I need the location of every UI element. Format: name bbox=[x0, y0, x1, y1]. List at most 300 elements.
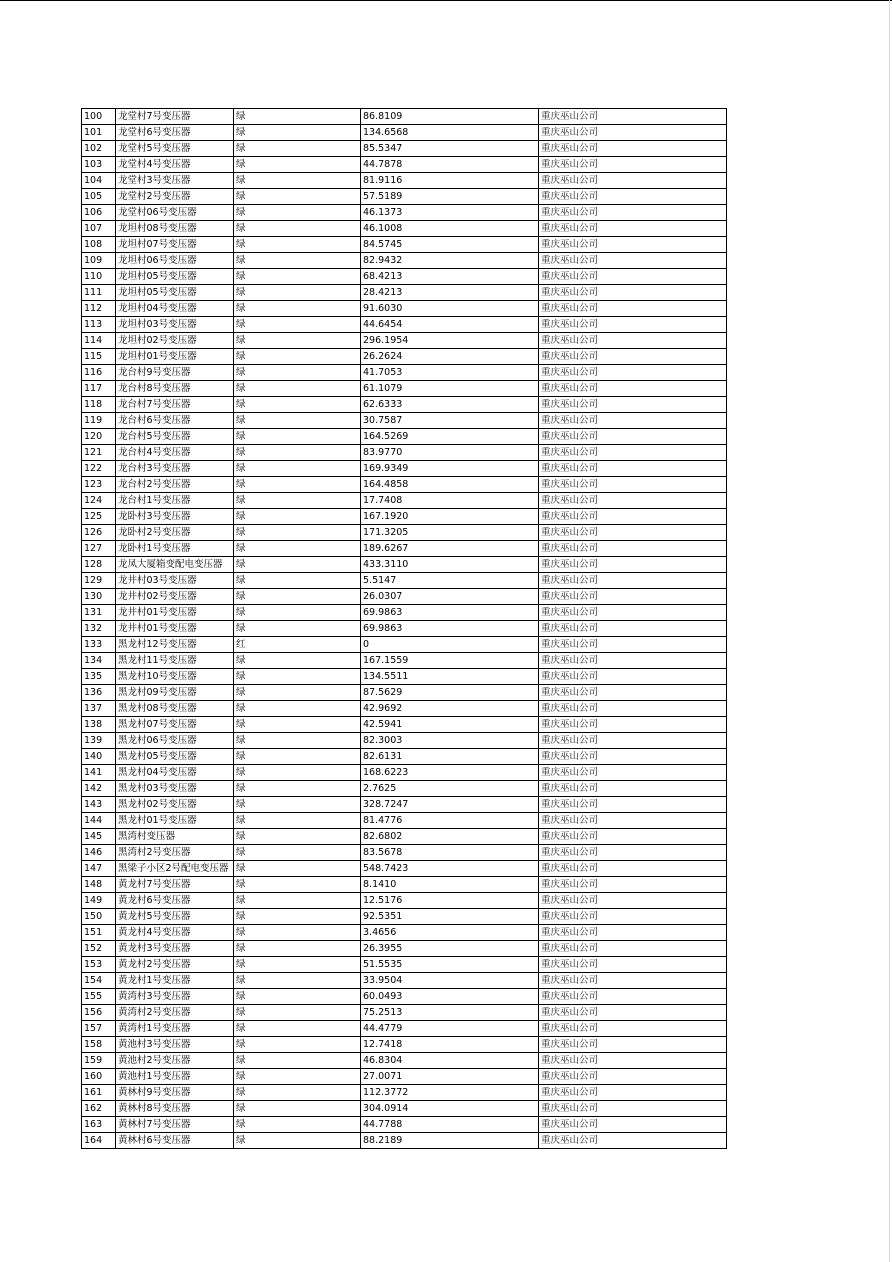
value-cell: 26.2624 bbox=[361, 349, 539, 365]
transformer-name-cell: 黑龙村08号变压器 bbox=[116, 701, 234, 717]
table-row bbox=[82, 621, 727, 637]
status-cell: 绿 bbox=[234, 813, 361, 829]
value-cell: 92.5351 bbox=[361, 909, 539, 925]
value-cell: 167.1559 bbox=[361, 653, 539, 669]
value-cell: 75.2513 bbox=[361, 1005, 539, 1021]
row-id-cell: 117 bbox=[82, 381, 116, 397]
row-id-cell: 125 bbox=[82, 509, 116, 525]
status-cell: 绿 bbox=[234, 733, 361, 749]
company-cell: 重庆巫山公司 bbox=[539, 205, 727, 221]
value-cell: 8.1410 bbox=[361, 877, 539, 893]
transformer-name-cell: 黑龙村06号变压器 bbox=[116, 733, 234, 749]
transformer-name-cell: 黑湾村2号变压器 bbox=[116, 845, 234, 861]
transformer-name-cell: 黄林村6号变压器 bbox=[116, 1133, 234, 1149]
status-cell: 绿 bbox=[234, 653, 361, 669]
row-id-cell: 130 bbox=[82, 589, 116, 605]
transformer-name-cell: 龙坦村05号变压器 bbox=[116, 269, 234, 285]
value-cell: 61.1079 bbox=[361, 381, 539, 397]
status-cell: 绿 bbox=[234, 893, 361, 909]
row-id-cell: 118 bbox=[82, 397, 116, 413]
value-cell: 84.5745 bbox=[361, 237, 539, 253]
company-cell: 重庆巫山公司 bbox=[539, 877, 727, 893]
transformer-name-cell: 龙卧村1号变压器 bbox=[116, 541, 234, 557]
status-cell: 绿 bbox=[234, 285, 361, 301]
transformer-name-cell: 龙卧村2号变压器 bbox=[116, 525, 234, 541]
transformer-name-cell: 龙坦村06号变压器 bbox=[116, 253, 234, 269]
table-row bbox=[82, 493, 727, 509]
row-id-cell: 160 bbox=[82, 1069, 116, 1085]
company-cell: 重庆巫山公司 bbox=[539, 1085, 727, 1101]
company-cell: 重庆巫山公司 bbox=[539, 749, 727, 765]
row-id-cell: 153 bbox=[82, 957, 116, 973]
table-row bbox=[82, 845, 727, 861]
table-row bbox=[82, 141, 727, 157]
status-cell: 绿 bbox=[234, 1117, 361, 1133]
table-row bbox=[82, 1053, 727, 1069]
table-row bbox=[82, 157, 727, 173]
row-id-cell: 107 bbox=[82, 221, 116, 237]
company-cell: 重庆巫山公司 bbox=[539, 365, 727, 381]
status-cell: 绿 bbox=[234, 925, 361, 941]
status-cell: 绿 bbox=[234, 781, 361, 797]
status-cell: 绿 bbox=[234, 301, 361, 317]
row-id-cell: 133 bbox=[82, 637, 116, 653]
table-row bbox=[82, 813, 727, 829]
company-cell: 重庆巫山公司 bbox=[539, 493, 727, 509]
value-cell: 42.5941 bbox=[361, 717, 539, 733]
transformer-name-cell: 黄湾村1号变压器 bbox=[116, 1021, 234, 1037]
status-cell: 绿 bbox=[234, 701, 361, 717]
status-cell: 绿 bbox=[234, 221, 361, 237]
value-cell: 167.1920 bbox=[361, 509, 539, 525]
status-cell: 绿 bbox=[234, 1005, 361, 1021]
table-row bbox=[82, 301, 727, 317]
company-cell: 重庆巫山公司 bbox=[539, 317, 727, 333]
company-cell: 重庆巫山公司 bbox=[539, 557, 727, 573]
transformer-name-cell: 龙台村7号变压器 bbox=[116, 397, 234, 413]
transformer-name-cell: 黄林村7号变压器 bbox=[116, 1117, 234, 1133]
table-row bbox=[82, 205, 727, 221]
row-id-cell: 111 bbox=[82, 285, 116, 301]
company-cell: 重庆巫山公司 bbox=[539, 141, 727, 157]
value-cell: 0 bbox=[361, 637, 539, 653]
value-cell: 62.6333 bbox=[361, 397, 539, 413]
company-cell: 重庆巫山公司 bbox=[539, 765, 727, 781]
table-row bbox=[82, 957, 727, 973]
value-cell: 82.6131 bbox=[361, 749, 539, 765]
company-cell: 重庆巫山公司 bbox=[539, 893, 727, 909]
company-cell: 重庆巫山公司 bbox=[539, 333, 727, 349]
status-cell: 绿 bbox=[234, 717, 361, 733]
value-cell: 57.5189 bbox=[361, 189, 539, 205]
table-row bbox=[82, 333, 727, 349]
table-row bbox=[82, 909, 727, 925]
row-id-cell: 103 bbox=[82, 157, 116, 173]
table-row bbox=[82, 461, 727, 477]
company-cell: 重庆巫山公司 bbox=[539, 237, 727, 253]
row-id-cell: 106 bbox=[82, 205, 116, 221]
table-row bbox=[82, 669, 727, 685]
company-cell: 重庆巫山公司 bbox=[539, 621, 727, 637]
company-cell: 重庆巫山公司 bbox=[539, 909, 727, 925]
table-body bbox=[82, 109, 727, 1149]
status-cell: 绿 bbox=[234, 1053, 361, 1069]
row-id-cell: 115 bbox=[82, 349, 116, 365]
value-cell: 171.3205 bbox=[361, 525, 539, 541]
table-row bbox=[82, 1117, 727, 1133]
company-cell: 重庆巫山公司 bbox=[539, 813, 727, 829]
value-cell: 69.9863 bbox=[361, 605, 539, 621]
table-row bbox=[82, 557, 727, 573]
transformer-name-cell: 黑梁子小区2号配电变压器 bbox=[116, 861, 234, 877]
company-cell: 重庆巫山公司 bbox=[539, 1101, 727, 1117]
table-row bbox=[82, 397, 727, 413]
value-cell: 26.0307 bbox=[361, 589, 539, 605]
row-id-cell: 129 bbox=[82, 573, 116, 589]
row-id-cell: 159 bbox=[82, 1053, 116, 1069]
transformer-name-cell: 龙堂村3号变压器 bbox=[116, 173, 234, 189]
transformer-name-cell: 黄林村8号变压器 bbox=[116, 1101, 234, 1117]
status-cell: 绿 bbox=[234, 941, 361, 957]
row-id-cell: 140 bbox=[82, 749, 116, 765]
value-cell: 168.6223 bbox=[361, 765, 539, 781]
row-id-cell: 131 bbox=[82, 605, 116, 621]
table-row bbox=[82, 349, 727, 365]
row-id-cell: 155 bbox=[82, 989, 116, 1005]
table-row bbox=[82, 1085, 727, 1101]
value-cell: 33.9504 bbox=[361, 973, 539, 989]
company-cell: 重庆巫山公司 bbox=[539, 109, 727, 125]
table-row bbox=[82, 797, 727, 813]
table-row bbox=[82, 125, 727, 141]
status-cell: 绿 bbox=[234, 1085, 361, 1101]
company-cell: 重庆巫山公司 bbox=[539, 349, 727, 365]
row-id-cell: 146 bbox=[82, 845, 116, 861]
row-id-cell: 109 bbox=[82, 253, 116, 269]
company-cell: 重庆巫山公司 bbox=[539, 573, 727, 589]
value-cell: 91.6030 bbox=[361, 301, 539, 317]
table-row bbox=[82, 877, 727, 893]
status-cell: 绿 bbox=[234, 909, 361, 925]
company-cell: 重庆巫山公司 bbox=[539, 285, 727, 301]
status-cell: 绿 bbox=[234, 765, 361, 781]
row-id-cell: 134 bbox=[82, 653, 116, 669]
table-row bbox=[82, 893, 727, 909]
table-row bbox=[82, 285, 727, 301]
status-cell: 绿 bbox=[234, 141, 361, 157]
row-id-cell: 150 bbox=[82, 909, 116, 925]
table-row bbox=[82, 237, 727, 253]
company-cell: 重庆巫山公司 bbox=[539, 861, 727, 877]
value-cell: 17.7408 bbox=[361, 493, 539, 509]
transformer-name-cell: 黄池村2号变压器 bbox=[116, 1053, 234, 1069]
company-cell: 重庆巫山公司 bbox=[539, 957, 727, 973]
table-row bbox=[82, 525, 727, 541]
status-cell: 绿 bbox=[234, 253, 361, 269]
status-cell: 绿 bbox=[234, 573, 361, 589]
table-row bbox=[82, 925, 727, 941]
company-cell: 重庆巫山公司 bbox=[539, 701, 727, 717]
status-cell: 绿 bbox=[234, 413, 361, 429]
table-row bbox=[82, 429, 727, 445]
transformer-name-cell: 黑龙村02号变压器 bbox=[116, 797, 234, 813]
company-cell: 重庆巫山公司 bbox=[539, 797, 727, 813]
value-cell: 42.9692 bbox=[361, 701, 539, 717]
row-id-cell: 143 bbox=[82, 797, 116, 813]
table-row bbox=[82, 717, 727, 733]
table-row bbox=[82, 1101, 727, 1117]
value-cell: 41.7053 bbox=[361, 365, 539, 381]
row-id-cell: 124 bbox=[82, 493, 116, 509]
company-cell: 重庆巫山公司 bbox=[539, 781, 727, 797]
row-id-cell: 127 bbox=[82, 541, 116, 557]
value-cell: 164.5269 bbox=[361, 429, 539, 445]
value-cell: 164.4858 bbox=[361, 477, 539, 493]
value-cell: 51.5535 bbox=[361, 957, 539, 973]
company-cell: 重庆巫山公司 bbox=[539, 189, 727, 205]
value-cell: 83.9770 bbox=[361, 445, 539, 461]
row-id-cell: 126 bbox=[82, 525, 116, 541]
transformer-name-cell: 黑湾村变压器 bbox=[116, 829, 234, 845]
value-cell: 26.3955 bbox=[361, 941, 539, 957]
table-row bbox=[82, 749, 727, 765]
status-cell: 绿 bbox=[234, 349, 361, 365]
transformer-name-cell: 龙台村3号变压器 bbox=[116, 461, 234, 477]
transformer-name-cell: 龙井村03号变压器 bbox=[116, 573, 234, 589]
value-cell: 44.7878 bbox=[361, 157, 539, 173]
company-cell: 重庆巫山公司 bbox=[539, 941, 727, 957]
transformer-name-cell: 黄龙村1号变压器 bbox=[116, 973, 234, 989]
value-cell: 69.9863 bbox=[361, 621, 539, 637]
status-cell: 绿 bbox=[234, 173, 361, 189]
value-cell: 30.7587 bbox=[361, 413, 539, 429]
transformer-name-cell: 黄池村3号变压器 bbox=[116, 1037, 234, 1053]
status-cell: 绿 bbox=[234, 317, 361, 333]
table-row bbox=[82, 829, 727, 845]
transformer-name-cell: 龙坦村05号变压器 bbox=[116, 285, 234, 301]
row-id-cell: 120 bbox=[82, 429, 116, 445]
company-cell: 重庆巫山公司 bbox=[539, 925, 727, 941]
transformer-name-cell: 龙坦村03号变压器 bbox=[116, 317, 234, 333]
company-cell: 重庆巫山公司 bbox=[539, 637, 727, 653]
row-id-cell: 164 bbox=[82, 1133, 116, 1149]
value-cell: 83.5678 bbox=[361, 845, 539, 861]
row-id-cell: 161 bbox=[82, 1085, 116, 1101]
transformer-name-cell: 龙台村5号变压器 bbox=[116, 429, 234, 445]
status-cell: 绿 bbox=[234, 381, 361, 397]
company-cell: 重庆巫山公司 bbox=[539, 845, 727, 861]
transformer-name-cell: 龙堂村7号变压器 bbox=[116, 109, 234, 125]
value-cell: 68.4213 bbox=[361, 269, 539, 285]
table-row bbox=[82, 973, 727, 989]
table-row bbox=[82, 1069, 727, 1085]
company-cell: 重庆巫山公司 bbox=[539, 477, 727, 493]
company-cell: 重庆巫山公司 bbox=[539, 429, 727, 445]
transformer-name-cell: 龙台村8号变压器 bbox=[116, 381, 234, 397]
transformer-name-cell: 龙坦村04号变压器 bbox=[116, 301, 234, 317]
status-cell: 绿 bbox=[234, 1101, 361, 1117]
table-row bbox=[82, 109, 727, 125]
row-id-cell: 147 bbox=[82, 861, 116, 877]
status-cell: 绿 bbox=[234, 621, 361, 637]
value-cell: 328.7247 bbox=[361, 797, 539, 813]
value-cell: 3.4656 bbox=[361, 925, 539, 941]
row-id-cell: 158 bbox=[82, 1037, 116, 1053]
table-row bbox=[82, 189, 727, 205]
transformer-name-cell: 黄龙村3号变压器 bbox=[116, 941, 234, 957]
company-cell: 重庆巫山公司 bbox=[539, 973, 727, 989]
transformer-name-cell: 黑龙村11号变压器 bbox=[116, 653, 234, 669]
row-id-cell: 132 bbox=[82, 621, 116, 637]
table-row bbox=[82, 253, 727, 269]
company-cell: 重庆巫山公司 bbox=[539, 125, 727, 141]
company-cell: 重庆巫山公司 bbox=[539, 1133, 727, 1149]
transformer-name-cell: 龙坦村01号变压器 bbox=[116, 349, 234, 365]
transformer-name-cell: 龙坦村07号变压器 bbox=[116, 237, 234, 253]
transformer-name-cell: 龙井村01号变压器 bbox=[116, 605, 234, 621]
row-id-cell: 141 bbox=[82, 765, 116, 781]
row-id-cell: 139 bbox=[82, 733, 116, 749]
company-cell: 重庆巫山公司 bbox=[539, 669, 727, 685]
table-row bbox=[82, 685, 727, 701]
transformer-name-cell: 黄龙村7号变压器 bbox=[116, 877, 234, 893]
company-cell: 重庆巫山公司 bbox=[539, 301, 727, 317]
transformer-name-cell: 龙坦村02号变压器 bbox=[116, 333, 234, 349]
company-cell: 重庆巫山公司 bbox=[539, 989, 727, 1005]
table-row bbox=[82, 781, 727, 797]
table-row bbox=[82, 765, 727, 781]
value-cell: 548.7423 bbox=[361, 861, 539, 877]
row-id-cell: 152 bbox=[82, 941, 116, 957]
company-cell: 重庆巫山公司 bbox=[539, 397, 727, 413]
status-cell: 绿 bbox=[234, 685, 361, 701]
status-cell: 绿 bbox=[234, 973, 361, 989]
transformer-name-cell: 黑龙村01号变压器 bbox=[116, 813, 234, 829]
status-cell: 绿 bbox=[234, 861, 361, 877]
value-cell: 46.1373 bbox=[361, 205, 539, 221]
value-cell: 82.3003 bbox=[361, 733, 539, 749]
value-cell: 304.0914 bbox=[361, 1101, 539, 1117]
transformer-name-cell: 黄池村1号变压器 bbox=[116, 1069, 234, 1085]
status-cell: 绿 bbox=[234, 1021, 361, 1037]
status-cell: 绿 bbox=[234, 445, 361, 461]
value-cell: 86.8109 bbox=[361, 109, 539, 125]
status-cell: 绿 bbox=[234, 397, 361, 413]
transformer-name-cell: 黑龙村04号变压器 bbox=[116, 765, 234, 781]
status-cell: 绿 bbox=[234, 157, 361, 173]
table-row bbox=[82, 365, 727, 381]
transformer-name-cell: 龙台村9号变压器 bbox=[116, 365, 234, 381]
value-cell: 134.5511 bbox=[361, 669, 539, 685]
transformer-name-cell: 龙台村1号变压器 bbox=[116, 493, 234, 509]
transformer-name-cell: 龙凤大厦箱变配电变压器 bbox=[116, 557, 234, 573]
company-cell: 重庆巫山公司 bbox=[539, 1053, 727, 1069]
row-id-cell: 116 bbox=[82, 365, 116, 381]
transformer-name-cell: 龙堂村6号变压器 bbox=[116, 125, 234, 141]
company-cell: 重庆巫山公司 bbox=[539, 1117, 727, 1133]
table-row bbox=[82, 941, 727, 957]
table-row bbox=[82, 509, 727, 525]
table-row bbox=[82, 1005, 727, 1021]
status-cell: 红 bbox=[234, 637, 361, 653]
transformer-name-cell: 黄龙村4号变压器 bbox=[116, 925, 234, 941]
status-cell: 绿 bbox=[234, 797, 361, 813]
row-id-cell: 128 bbox=[82, 557, 116, 573]
row-id-cell: 145 bbox=[82, 829, 116, 845]
company-cell: 重庆巫山公司 bbox=[539, 173, 727, 189]
status-cell: 绿 bbox=[234, 429, 361, 445]
status-cell: 绿 bbox=[234, 749, 361, 765]
company-cell: 重庆巫山公司 bbox=[539, 413, 727, 429]
company-cell: 重庆巫山公司 bbox=[539, 653, 727, 669]
transformer-name-cell: 龙堂村5号变压器 bbox=[116, 141, 234, 157]
transformer-name-cell: 龙堂村4号变压器 bbox=[116, 157, 234, 173]
value-cell: 44.4779 bbox=[361, 1021, 539, 1037]
table-row bbox=[82, 413, 727, 429]
transformer-name-cell: 黄龙村6号变压器 bbox=[116, 893, 234, 909]
transformer-name-cell: 龙台村6号变压器 bbox=[116, 413, 234, 429]
status-cell: 绿 bbox=[234, 269, 361, 285]
company-cell: 重庆巫山公司 bbox=[539, 221, 727, 237]
value-cell: 60.0493 bbox=[361, 989, 539, 1005]
status-cell: 绿 bbox=[234, 525, 361, 541]
value-cell: 12.7418 bbox=[361, 1037, 539, 1053]
status-cell: 绿 bbox=[234, 1133, 361, 1149]
table-row bbox=[82, 173, 727, 189]
table-row bbox=[82, 317, 727, 333]
company-cell: 重庆巫山公司 bbox=[539, 157, 727, 173]
row-id-cell: 108 bbox=[82, 237, 116, 253]
value-cell: 296.1954 bbox=[361, 333, 539, 349]
company-cell: 重庆巫山公司 bbox=[539, 1037, 727, 1053]
value-cell: 85.5347 bbox=[361, 141, 539, 157]
row-id-cell: 138 bbox=[82, 717, 116, 733]
table-row bbox=[82, 861, 727, 877]
row-id-cell: 151 bbox=[82, 925, 116, 941]
table-row bbox=[82, 541, 727, 557]
status-cell: 绿 bbox=[234, 461, 361, 477]
row-id-cell: 100 bbox=[82, 109, 116, 125]
row-id-cell: 105 bbox=[82, 189, 116, 205]
value-cell: 44.6454 bbox=[361, 317, 539, 333]
table-row bbox=[82, 653, 727, 669]
row-id-cell: 136 bbox=[82, 685, 116, 701]
transformer-name-cell: 龙坦村08号变压器 bbox=[116, 221, 234, 237]
company-cell: 重庆巫山公司 bbox=[539, 253, 727, 269]
status-cell: 绿 bbox=[234, 589, 361, 605]
transformer-name-cell: 黄龙村2号变压器 bbox=[116, 957, 234, 973]
row-id-cell: 114 bbox=[82, 333, 116, 349]
company-cell: 重庆巫山公司 bbox=[539, 509, 727, 525]
top-border-line bbox=[0, 0, 892, 1]
transformer-name-cell: 黑龙村07号变压器 bbox=[116, 717, 234, 733]
table-row bbox=[82, 1021, 727, 1037]
status-cell: 绿 bbox=[234, 125, 361, 141]
transformer-name-cell: 黄林村9号变压器 bbox=[116, 1085, 234, 1101]
table-row bbox=[82, 269, 727, 285]
table-row bbox=[82, 989, 727, 1005]
company-cell: 重庆巫山公司 bbox=[539, 605, 727, 621]
value-cell: 81.4776 bbox=[361, 813, 539, 829]
transformer-name-cell: 龙堂村06号变压器 bbox=[116, 205, 234, 221]
row-id-cell: 101 bbox=[82, 125, 116, 141]
row-id-cell: 113 bbox=[82, 317, 116, 333]
transformer-name-cell: 龙堂村2号变压器 bbox=[116, 189, 234, 205]
transformer-name-cell: 黑龙村12号变压器 bbox=[116, 637, 234, 653]
transformer-name-cell: 黄龙村5号变压器 bbox=[116, 909, 234, 925]
value-cell: 12.5176 bbox=[361, 893, 539, 909]
value-cell: 44.7788 bbox=[361, 1117, 539, 1133]
